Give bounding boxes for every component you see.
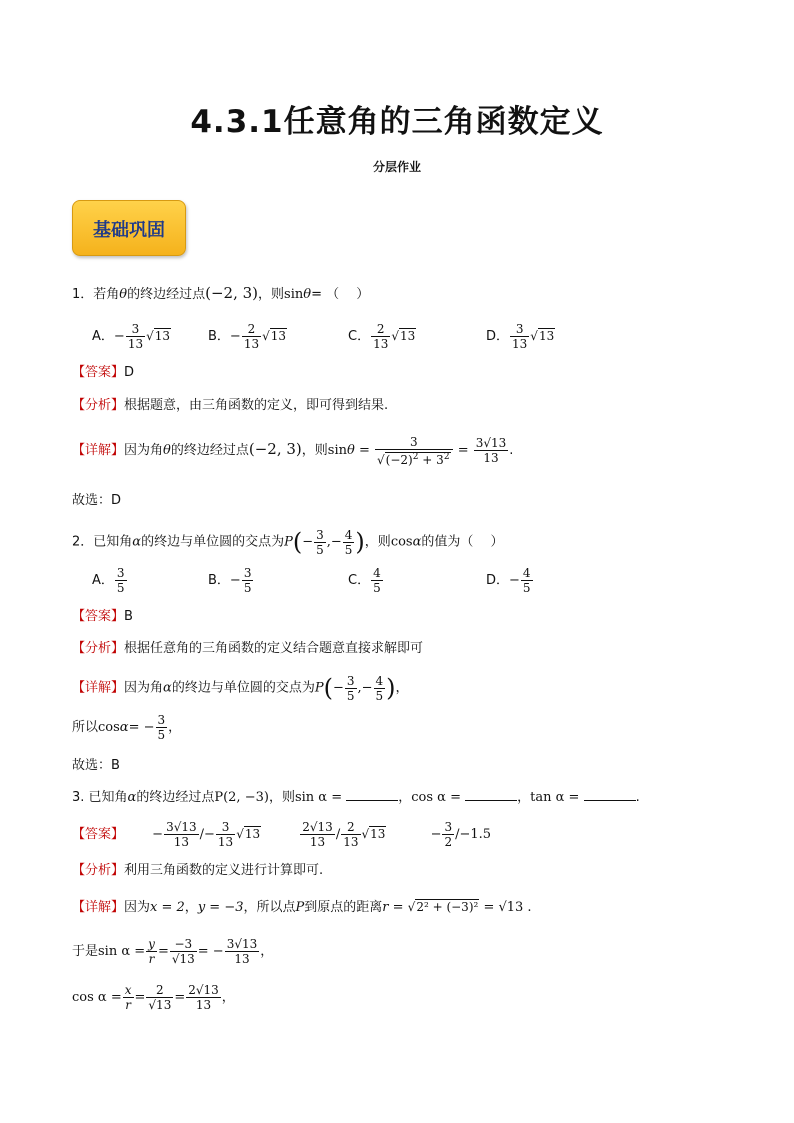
detail-theta: θ [163, 443, 171, 458]
detail-tag: 【详解】 [72, 900, 125, 915]
so-text: 于是 [72, 944, 99, 959]
analysis-tag: 【分析】 [72, 641, 125, 656]
page-title: 4.3.1任意角的三角函数定义 [190, 104, 604, 140]
q2-frac1 [314, 528, 326, 557]
d-text2: ，所以点 [243, 900, 296, 915]
option-label: A． [92, 329, 114, 344]
q1-text: 1．若角 [72, 287, 120, 302]
cm: ， [221, 990, 235, 1005]
option-label: B． [208, 573, 230, 588]
a2d2: 13 [343, 835, 359, 849]
x-eq: x = 2 [150, 900, 185, 915]
option-fraction: $\frac{3}{5}$ [243, 566, 252, 595]
paren-r: ) [355, 528, 365, 556]
paren-l: ( [292, 528, 303, 556]
eq2: = [174, 990, 186, 1005]
q3-cos-derivation [72, 978, 235, 1018]
option-fraction: $\frac{4}{5}$ [522, 566, 531, 595]
den-exp2: 2 [443, 451, 450, 462]
r-eq2: = √13 . [483, 900, 532, 915]
so-comma: ， [168, 720, 182, 735]
eq: = [134, 990, 146, 1005]
option-label: D． [486, 329, 510, 344]
x: x [124, 983, 132, 997]
comma: ,− [326, 534, 342, 550]
q2-answer [72, 608, 133, 626]
option-a[interactable] [92, 566, 128, 595]
a1n2: 3 [216, 820, 235, 835]
option-radical: √13 [146, 329, 171, 343]
blank-sin[interactable] [346, 788, 398, 801]
option-label: A． [92, 573, 114, 588]
q2-text4: 的值为（ ） [421, 534, 504, 550]
q2-frac2 [343, 528, 355, 557]
y-eq: y = −3 [197, 900, 244, 915]
n313: 3√13 [226, 937, 258, 951]
question-2-stem [72, 522, 504, 563]
q3-detail [72, 898, 532, 917]
minus: − [152, 827, 164, 842]
option-fraction: $\frac{3}{13}$ [512, 322, 528, 351]
q3-answer [72, 814, 491, 855]
option-radical: √13 [391, 329, 416, 343]
a2n2: 2 [341, 820, 360, 835]
a2-rad: √13 [361, 827, 386, 841]
q3-sin: sin α = [294, 790, 343, 805]
detail-tag: 【详解】 [72, 680, 125, 696]
m3: −3 [170, 937, 197, 952]
rd: 5 [157, 728, 166, 742]
so-eq: = − [128, 720, 155, 735]
a2n: 2√13 [302, 820, 333, 834]
q3-alpha: α [127, 790, 137, 805]
d-p: P [295, 900, 305, 915]
detail-text2: 的终边经过点 [170, 443, 249, 458]
option-label: B． [208, 329, 230, 344]
q1-sin: sin [284, 287, 304, 302]
option-fraction: $\frac{2}{13}$ [373, 322, 389, 351]
answer-tag: 【答案】 [72, 827, 125, 842]
n2: 4 [375, 673, 384, 688]
den-a: (−2) [385, 452, 413, 467]
q2-text: 2．已知角 [72, 534, 133, 550]
rad: 13 [244, 827, 261, 841]
detail-point: (−2, 3) [248, 440, 302, 458]
two-frac [146, 983, 173, 1012]
q1-text4: = （ ） [311, 287, 370, 302]
detail-text3: ，则 [301, 443, 328, 458]
so-cos: cos [98, 720, 120, 735]
y-over-r [146, 937, 157, 966]
detail-eq: = [358, 443, 370, 458]
detail-end: . [509, 443, 514, 458]
a2-frac2 [341, 820, 360, 849]
r-eq: r = [382, 900, 404, 915]
detail-sin: sin [327, 443, 347, 458]
rad: 13 [370, 827, 386, 841]
a2-frac [300, 820, 335, 849]
cos-lbl: cos α = [72, 990, 122, 1005]
s13: √13 [148, 998, 172, 1012]
sep1: ， [398, 790, 412, 805]
detail-text2: 的终边与单位圆的交点为 [171, 680, 315, 696]
a3n: 3 [444, 820, 453, 834]
n2: 4 [344, 527, 353, 542]
answer-tag: 【答案】 [72, 609, 125, 624]
a1d: 13 [173, 835, 189, 849]
detail-text: 因为角 [124, 443, 164, 458]
q2-so [72, 710, 181, 746]
d2: 5 [375, 688, 384, 703]
option-radical: √13 [262, 329, 287, 343]
d-frac2 [374, 674, 386, 703]
r-rad: √2² + (−3)² [407, 900, 479, 914]
answer-tag: 【答案】 [72, 365, 125, 380]
q3-end: . [635, 790, 640, 805]
q2-analysis [72, 640, 423, 658]
d2: 5 [344, 542, 353, 557]
q1-answer [72, 364, 134, 382]
detail-fraction [375, 435, 453, 467]
q3-tan: tan α = [530, 790, 580, 805]
option-fraction: $\frac{3}{5}$ [116, 566, 125, 595]
q1-theta: θ [119, 287, 128, 302]
analysis-text: 根据题意，由三角函数的定义，即可得到结果. [124, 398, 389, 413]
option-sign: − [229, 329, 241, 344]
analysis-tag: 【分析】 [72, 863, 125, 878]
answer-value: D [124, 365, 135, 380]
so-alpha: α [119, 720, 129, 735]
r-in: 2² + (−3)² [416, 900, 479, 914]
option-b[interactable] [208, 566, 254, 595]
a2b: / [335, 827, 341, 842]
res-frac2 [186, 983, 221, 1012]
two: 2 [146, 983, 173, 998]
q3-text2: 的终边经过点 [136, 790, 215, 805]
detail-p: P [314, 680, 324, 696]
option-radical: √13 [530, 329, 555, 343]
option-sign: − [509, 573, 520, 588]
q3-text3: ，则 [268, 790, 295, 805]
a3d: 2 [444, 835, 453, 849]
a3b: /−1.5 [455, 827, 492, 842]
section-badge [72, 200, 186, 256]
q1-choice: 故选：D [72, 493, 122, 508]
q3-point: P(2, −3) [214, 790, 269, 805]
a1n: 3√13 [166, 820, 197, 834]
y: y [148, 937, 155, 951]
detail-theta2: θ [347, 443, 355, 458]
q1-point: (−2, 3) [205, 284, 259, 302]
blank-tan[interactable] [584, 788, 636, 801]
q1-analysis [72, 397, 388, 415]
den-b: + 3 [422, 452, 444, 467]
option-sign: − [229, 573, 241, 588]
option-d[interactable] [486, 322, 555, 351]
question-3-stem [72, 788, 640, 807]
frac-num: 3 [375, 435, 453, 450]
q2-choice: 故选：B [72, 758, 120, 773]
minus: − [332, 680, 344, 696]
r: r [125, 998, 131, 1012]
eqm: = − [197, 944, 224, 959]
r: r [148, 952, 155, 966]
option-a[interactable] [92, 322, 171, 351]
q2-alpha: α [132, 534, 142, 550]
so-frac [156, 713, 168, 742]
detail-text: 因为角 [124, 680, 164, 696]
rn: 3 [157, 713, 166, 727]
option-label: C． [348, 573, 371, 588]
detail-comma: ， [395, 680, 409, 696]
a1-rad: √13 [236, 827, 261, 841]
option-fraction: $\frac{3}{13}$ [127, 322, 144, 351]
minus: − [302, 534, 314, 550]
res-den: 13 [483, 451, 499, 465]
frac-den: $√(-2)^2 + 3^2$ [377, 451, 450, 467]
q2-detail [72, 668, 409, 709]
q3-cos: cos α = [411, 790, 461, 805]
res-num: 3√13 [475, 436, 507, 450]
paren-r: ) [386, 674, 396, 702]
den-exp: 2 [412, 451, 419, 462]
option-c[interactable] [348, 566, 384, 595]
detail-result [474, 436, 509, 465]
q3-analysis [72, 862, 323, 880]
res-frac [225, 937, 260, 966]
n1: 3 [346, 673, 355, 688]
q3-text: 3. 已知角 [72, 790, 128, 805]
n213: 2√13 [188, 983, 219, 997]
page-subtitle: 分层作业 [372, 160, 421, 174]
q2-text2: 的终边与单位圆的交点为 [141, 534, 285, 550]
sin-lbl: sin α = [98, 944, 146, 959]
sep2: ， [517, 790, 531, 805]
option-b[interactable] [208, 322, 287, 351]
question-1-stem [72, 284, 369, 304]
d-text3: 到原点的距离 [304, 900, 383, 915]
q2-alpha2: α [412, 534, 422, 550]
analysis-text: 利用三角函数的定义进行计算即可. [124, 863, 324, 878]
d-comma: ， [184, 900, 198, 915]
q3-sin-derivation [72, 932, 273, 972]
option-fraction: $\frac{2}{13}$ [243, 322, 260, 351]
eq: = [157, 944, 169, 959]
d-frac1 [345, 674, 357, 703]
s13: √13 [171, 952, 195, 966]
a3-frac [442, 820, 454, 849]
q2-text3: ，则 [364, 534, 391, 550]
q2-p: P [284, 534, 293, 550]
d-text: 因为 [124, 900, 151, 915]
x-over-r [123, 983, 134, 1012]
cm: ， [260, 944, 274, 959]
q1-detail [72, 428, 513, 472]
q1-text2: 的终边经过点 [127, 287, 206, 302]
analysis-tag: 【分析】 [72, 398, 125, 413]
detail-alpha: α [163, 680, 172, 696]
t13: 13 [234, 952, 250, 966]
m3-frac [170, 937, 197, 966]
option-d[interactable] [486, 566, 534, 595]
comma: ,− [357, 680, 373, 696]
section-badge-label: 基础巩固 [93, 220, 165, 241]
option-c[interactable] [348, 322, 416, 351]
so-text: 所以 [72, 720, 99, 735]
d1: 5 [346, 688, 355, 703]
a1b: /− [199, 827, 215, 842]
d1: 5 [316, 542, 324, 557]
option-sign: − [113, 329, 125, 344]
option-label: C． [348, 329, 371, 344]
detail-eq2: = [457, 443, 469, 458]
paren-l: ( [323, 674, 333, 702]
n1: 3 [316, 527, 324, 542]
a1-frac [164, 820, 199, 849]
blank-cos[interactable] [465, 788, 517, 801]
detail-tag: 【详解】 [72, 443, 125, 458]
a2d: 13 [309, 835, 326, 849]
answer-value: B [124, 609, 133, 624]
t13: 13 [195, 998, 212, 1012]
q1-text3: ，则 [258, 287, 285, 302]
option-label: D． [486, 573, 510, 588]
analysis-text: 根据任意角的三角函数的定义结合题意直接求解即可 [124, 641, 424, 656]
q1-theta2: θ [303, 287, 312, 302]
option-fraction: $\frac{4}{5}$ [373, 566, 381, 595]
q2-cos: cos [390, 534, 413, 550]
a1-frac2 [216, 820, 235, 849]
a1d2: 13 [217, 835, 234, 849]
minus: − [430, 827, 442, 842]
